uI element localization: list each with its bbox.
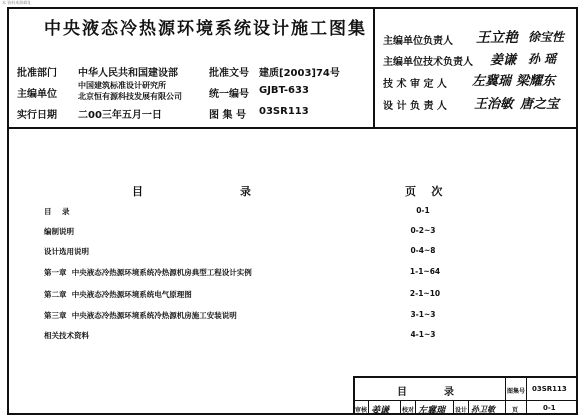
page-label: 页 [512, 407, 519, 414]
toc-item-title: 设计选用说明 [44, 247, 89, 256]
signature-3a: 左冀瑞 [472, 74, 512, 89]
review-signature: 姜谦 [371, 406, 390, 416]
toc-heading-right: 录 [240, 185, 251, 198]
title-block-divider-main [505, 376, 506, 415]
check-signature: 左冀瑞 [418, 406, 446, 416]
toc-item-title: 第一章 中央液态冷热源环境系统冷热源机房典型工程设计实例 [44, 268, 252, 277]
effective-date-value: 二00三年五月一日 [78, 110, 162, 121]
title-block-divider-label [526, 376, 527, 415]
design-label: 设计 [455, 407, 468, 414]
unified-no-label: 统一编号 [209, 89, 249, 100]
approve-dept-label: 批准部门 [17, 68, 57, 79]
responsible-role-1: 主编单位负责人 [383, 36, 453, 47]
title-block-name-right: 录 [444, 387, 454, 398]
responsible-role-2: 主编单位技术负责人 [383, 57, 473, 68]
toc-item-title: 目 录 [44, 207, 70, 216]
toc-item-page: 1-1~64 [409, 267, 441, 276]
title-block-divider-review-sig [400, 401, 401, 415]
signature-1b: 徐宝性 [528, 30, 565, 44]
atlas-no-value: 03SR113 [259, 106, 309, 117]
page-number: 0-1 [543, 404, 556, 412]
toc-item-title: 编制说明 [44, 227, 74, 236]
title-block-name-left: 目 [397, 387, 407, 398]
signature-1a: 王立艳 [476, 30, 518, 46]
approve-doc-value: 建质[2003]74号 [259, 68, 340, 79]
design-signature: 孙卫敏 [471, 404, 495, 414]
header-bottom-rule [7, 127, 578, 129]
toc-item-page: 4-1~3 [410, 330, 436, 339]
atlas-number-value: 03SR113 [532, 385, 567, 393]
signature-4a: 王治敏 [474, 97, 514, 112]
responsible-role-4: 设 计 负 责 人 [383, 101, 447, 112]
approve-doc-label: 批准文号 [209, 68, 249, 79]
editor-unit-line2: 北京恒有源科技发展有限公司 [78, 92, 182, 101]
signature-2a: 姜谦 [490, 53, 517, 68]
toc-item-page: 0-4~8 [410, 246, 436, 255]
title-block-divider-check-sig [453, 401, 454, 415]
watermark-text: 本 資料來源網址 [2, 0, 32, 5]
title-block-divider-design [468, 401, 469, 415]
approve-dept-value: 中华人民共和国建设部 [78, 68, 178, 79]
toc-heading-left: 目 [132, 185, 143, 198]
effective-date-label: 实行日期 [17, 110, 57, 121]
toc-item-page: 0-1 [416, 206, 430, 215]
atlas-no-label: 图 集 号 [209, 110, 246, 121]
signature-4b: 唐之宝 [520, 97, 560, 112]
atlas-number-label: 图集号 [507, 388, 526, 395]
toc-item-title: 第二章 中央液态冷热源环境系统电气原理图 [44, 290, 192, 299]
toc-heading-page: 页 次 [405, 185, 443, 198]
unified-no-value: GJBT-633 [259, 85, 309, 96]
title-block-divider-check [415, 401, 416, 415]
editor-unit-line1: 中国建筑标准设计研究所 [78, 81, 166, 90]
toc-item-page: 2-1~10 [409, 289, 441, 298]
review-label: 审核 [355, 407, 368, 414]
toc-item-page: 3-1~3 [410, 310, 436, 319]
title-block-midline [353, 400, 578, 401]
check-label: 校对 [402, 407, 415, 414]
header-divider [373, 7, 375, 128]
title-block-divider-review [368, 401, 369, 415]
signature-2b: 孙 瑶 [528, 52, 557, 66]
toc-item-title: 相关技术资料 [44, 331, 89, 340]
responsible-role-3: 技 术 审 定 人 [383, 79, 447, 90]
editor-unit-label: 主编单位 [17, 89, 57, 100]
toc-item-title: 第三章 中央液态冷热源环境系统冷热源机房施工安装说明 [44, 311, 237, 320]
page-title: 中央液态冷热源环境系统设计施工图集 [44, 19, 367, 39]
toc-item-page: 0-2~3 [410, 226, 436, 235]
signature-3b: 梁耀东 [516, 74, 556, 89]
